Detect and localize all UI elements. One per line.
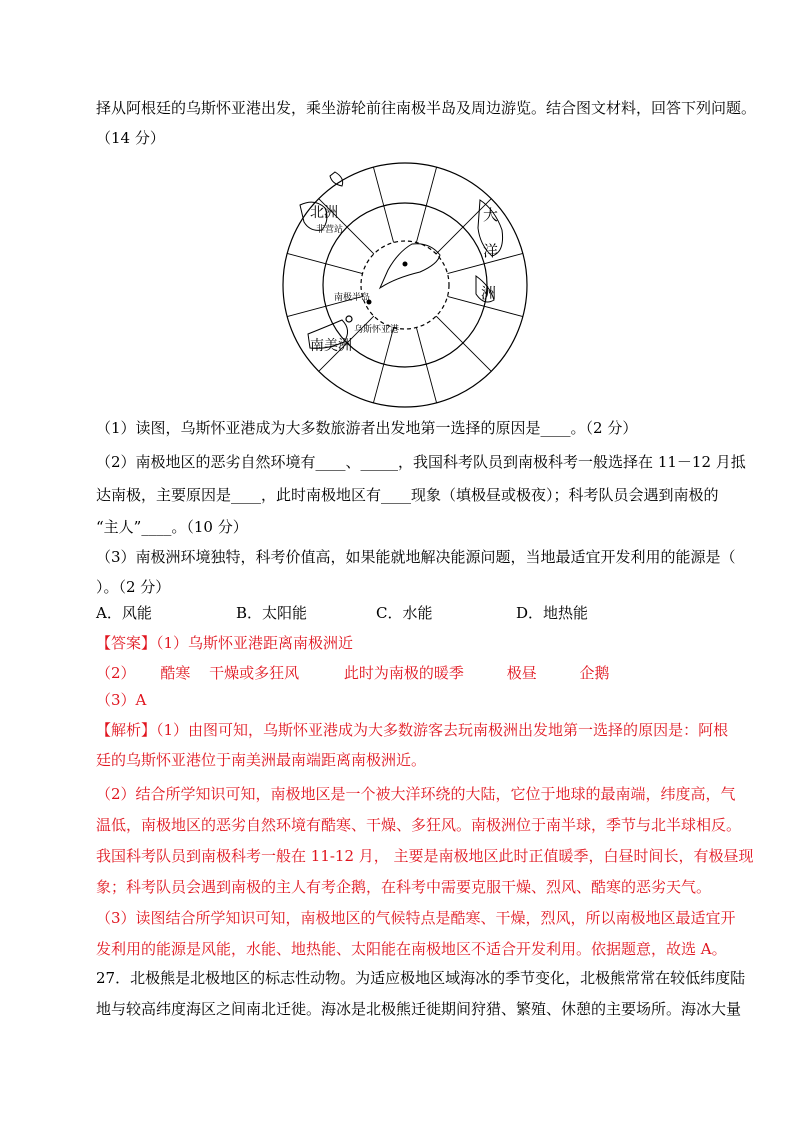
option-b: B．太阳能 (236, 604, 308, 622)
answer-2-item-2: 干燥或多狂风 (209, 664, 300, 682)
analysis-line-3: （2）结合所学知识可知，南极地区是一个被大洋环绕的大陆，它位于地球的最南端，纬度高，气 (96, 785, 736, 803)
analysis-line-1 (96, 720, 728, 740)
question-3-line-2: ）。（2 分） (96, 578, 171, 596)
map-label-da: 大 (483, 206, 499, 224)
answer-2-number: （2） (96, 664, 136, 682)
answer-2-item-4: 极昼 (506, 664, 537, 682)
option-c: C．水能 (376, 604, 433, 622)
analysis-line-4: 温低，南极地区的恶劣自然环境有酷寒、干燥、多狂风。南极洲位于南半球，季节与北半球相反。 (96, 816, 742, 834)
answer-2-item-3: 此时为南极的暖季 (343, 664, 464, 682)
analysis-line-8: 发利用的能源是风能，水能、地热能、太阳能在南极地区不适合开发利用。依据题意，故选 A。 (96, 940, 727, 958)
analysis-line-5: 我国科考队员到南极科考一般在 11-12 月， 主要是南极地区此时正值暖季，白昼时间长，有极昼现 (96, 847, 754, 865)
question-27-line-1: 27．北极熊是北极地区的标志性动物。为适应极地区域海冰的季节变化，北极熊常常在较低纬度陆 (96, 969, 746, 987)
analysis-line-6: 象；科考队员会遇到南极的主人有考企鹅，在科考中需要克服干燥、烈风、酷寒的恶劣天气。 (96, 878, 712, 896)
answer-2-item-1: 酷寒 (160, 664, 191, 682)
analysis-line-7: （3）读图结合所学知识可知，南极地区的气候特点是酷寒、干燥，烈风，所以南极地区最适宜开 (96, 909, 736, 927)
answer-line-1 (96, 633, 353, 653)
answer-1: （1）乌斯怀亚港距离南极洲近 (156, 634, 354, 652)
option-a: A．风能 (96, 604, 152, 622)
map-label-yang: 洋 (483, 242, 499, 260)
analysis-label: 【解析】 (96, 721, 157, 739)
answer-label: 【答案】 (96, 634, 157, 652)
map-label-peninsula: 南极半岛 (334, 293, 371, 303)
answer-2-item-5: 企鹅 (579, 664, 610, 682)
analysis-line-2: 廷的乌斯怀亚港位于南美洲最南端距离南极洲近。 (96, 751, 427, 769)
map-label-north-america: 北洲 (310, 205, 338, 221)
option-d: D．地热能 (516, 604, 589, 622)
question-3-line-1: （3）南极洲环境独特，科考价值高，如果能就地解决能源问题，当地最适宜开发利用的能源是（ (96, 548, 736, 566)
analysis-text-1: （1）由图可知，乌斯怀亚港成为大多数游客去玩南极洲出发地第一选择的原因是：阿根 (156, 721, 729, 739)
meridian-line (436, 316, 491, 371)
map-label-station: 非营站 (316, 225, 344, 235)
question-2-line-1: （2）南极地区的恶劣自然环境有____、_____，我国科考队员到南极科考一般选择在 11－12 月抵 (96, 453, 746, 471)
intro-text: 择从阿根廷的乌斯怀亚港出发，乘坐游轮前往南极半岛及周边游览。结合图文材料，回答下列问题。 (96, 99, 757, 117)
answer-3: （3）A (96, 691, 147, 709)
map-label-south-america: 南美洲 (310, 338, 352, 354)
question-2-line-2: 达南极，主要原因是____，此时南极地区有____现象（填极昼或极夜）；科考队员会遇到南极的 (96, 486, 719, 504)
question-1: （1）读图，乌斯怀亚港成为大多数旅游者出发地第一选择的原因是____。（2 分） (96, 419, 638, 437)
answer-line-2 (96, 663, 610, 683)
intro-score: （14 分） (96, 129, 165, 147)
antarctic-map (280, 160, 530, 410)
question-27-line-2: 地与较高纬度海区之间南北迁徙。海冰是北极熊迁徙期间狩猎、繁殖、休憩的主要场所。海冰大量 (96, 1000, 742, 1018)
map-label-zhou: 洲 (481, 284, 497, 302)
map-label-ushuaia: 乌斯怀亚港 (354, 325, 400, 335)
question-2-line-3: “主人”____。（10 分） (96, 518, 248, 536)
